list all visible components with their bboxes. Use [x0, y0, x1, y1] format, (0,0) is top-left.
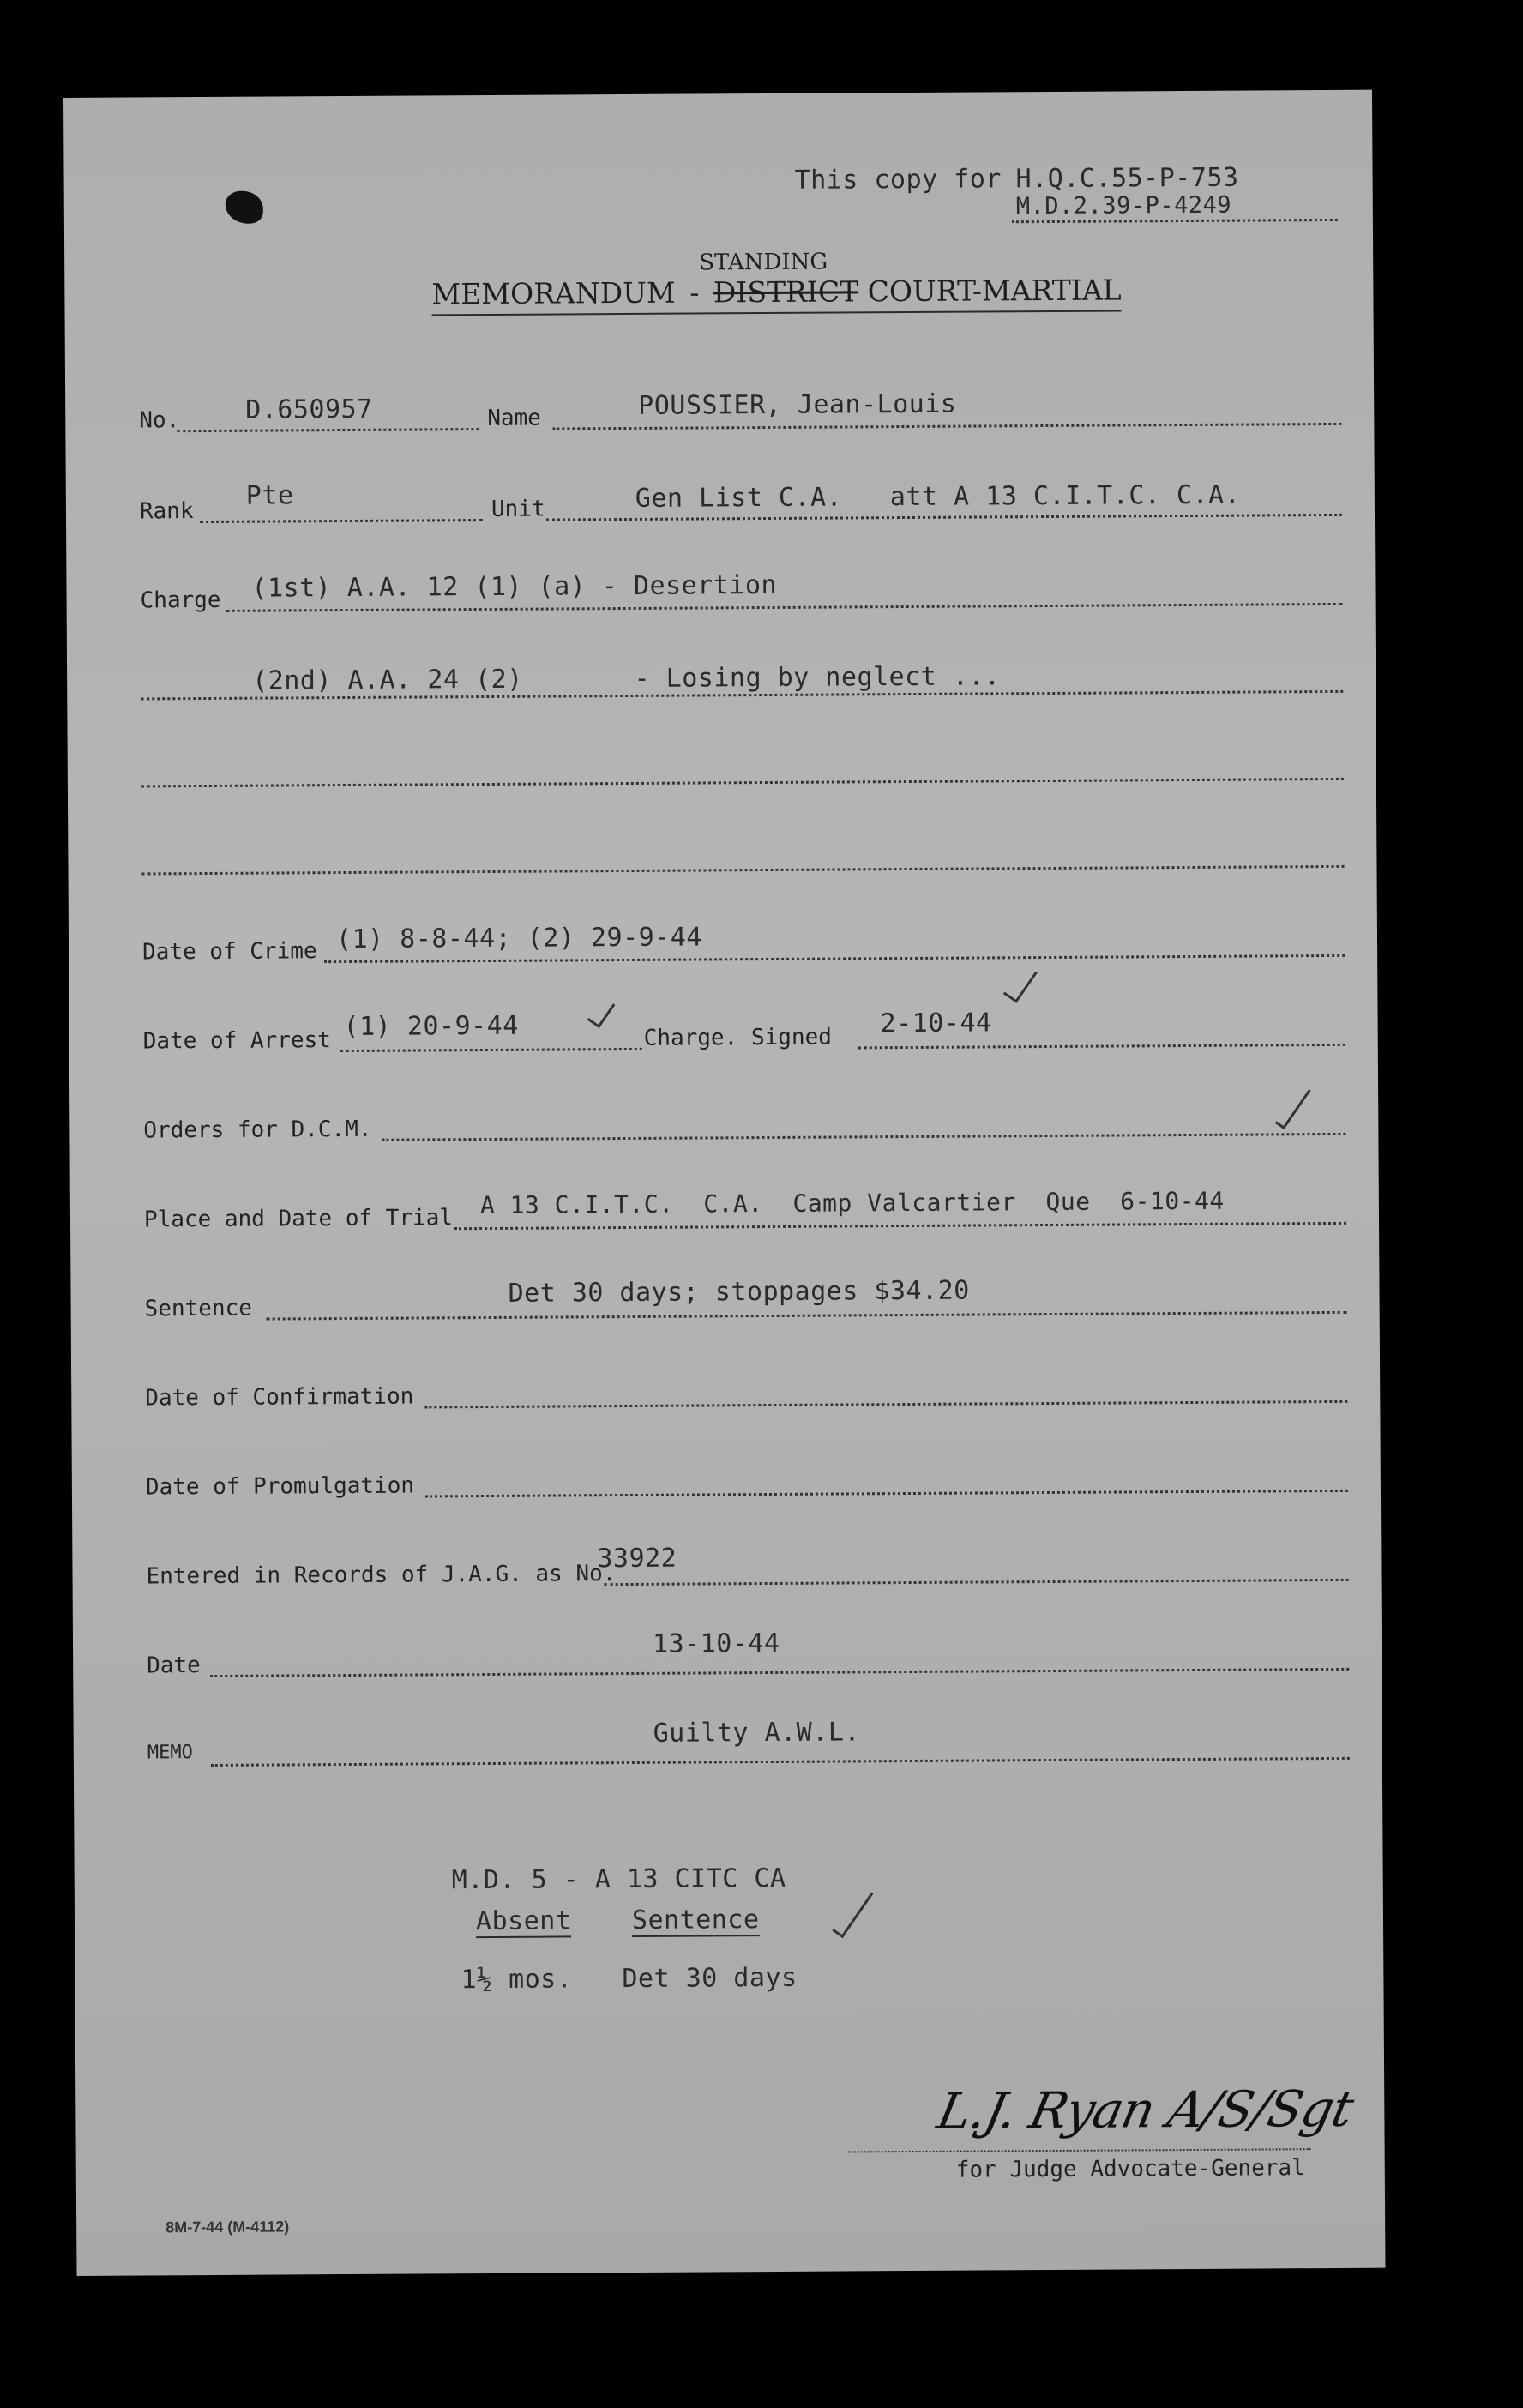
- rank-line: [200, 519, 483, 523]
- signature-caption: for Judge Advocate-General: [955, 2155, 1305, 2183]
- copy-for-ref1: H.Q.C.55-P-753: [1015, 162, 1239, 195]
- footer-note-det: Det 30 days: [622, 1962, 798, 1995]
- form-code: 8M-7-44 (M-4112): [166, 2218, 290, 2236]
- date-of-crime-value: (1) 8-8-44; (2) 29-9-44: [335, 922, 703, 955]
- date-promulgation-line: [425, 1490, 1348, 1498]
- date-of-arrest-label: Date of Arrest: [142, 1027, 331, 1055]
- footer-note-line1: M.D. 5 - A 13 CITC CA: [451, 1863, 786, 1896]
- memo-line: [211, 1757, 1350, 1767]
- rank-value: Pte: [245, 480, 294, 511]
- arrest-check-mark: [587, 996, 616, 1028]
- date-confirmation-label: Date of Confirmation: [145, 1383, 414, 1412]
- charge-signed-label: Charge. Signed: [643, 1024, 832, 1051]
- date-line: [210, 1668, 1349, 1677]
- date-value: 13-10-44: [652, 1628, 780, 1659]
- copy-for-ref2: M.D.2.39-P-4249: [1015, 191, 1232, 220]
- unit-line: [546, 514, 1342, 521]
- orders-dcm-label: Orders for D.C.M.: [143, 1116, 372, 1144]
- heading-overwrite: STANDING: [699, 249, 828, 276]
- date-of-crime-line: [324, 954, 1345, 963]
- date-confirmation-line: [424, 1400, 1347, 1409]
- no-label: No.: [139, 407, 180, 434]
- date-of-arrest-value: (1) 20-9-44: [343, 1010, 519, 1043]
- sentence-line: [267, 1311, 1347, 1321]
- name-label: Name: [487, 405, 542, 431]
- memorandum-heading: MEMORANDUM - DISTRICT COURT-MARTIAL: [431, 273, 1121, 316]
- unit-label: Unit: [491, 496, 545, 522]
- unit-value: Gen List C.A. att A 13 C.I.T.C. C.A.: [635, 479, 1241, 514]
- name-line: [552, 423, 1341, 430]
- date-of-crime-label: Date of Crime: [141, 938, 317, 966]
- jag-records-label: Entered in Records of J.A.G. as No.: [146, 1561, 617, 1590]
- signature-line: [848, 2148, 1311, 2152]
- memo-value: Guilty A.W.L.: [653, 1717, 861, 1749]
- charge-line-3: [141, 778, 1344, 788]
- memorandum-sheet: [63, 90, 1385, 2276]
- charge-value-2: (2nd) A.A. 24 (2) - Losing by neglect ...: [252, 661, 1001, 696]
- no-value: D.650957: [245, 394, 373, 425]
- place-date-trial-line: [454, 1222, 1346, 1230]
- name-value: POUSSIER, Jean-Louis: [638, 388, 957, 421]
- signature-scrawl: L.J. Ryan A/S/Sgt: [932, 2079, 1358, 2140]
- heading-left: MEMORANDUM: [431, 275, 676, 311]
- footer-note-duration: 1½ mos.: [461, 1964, 573, 1996]
- signed-check-mark: [1003, 964, 1038, 1003]
- footer-note-sentence: Sentence: [631, 1905, 760, 1935]
- sentence-value: Det 30 days; stoppages $34.20: [508, 1275, 970, 1309]
- orders-check-mark: [1275, 1084, 1311, 1129]
- rank-label: Rank: [139, 498, 194, 525]
- ink-blot: [226, 191, 263, 224]
- charge-value-1: (1st) A.A. 12 (1) (a) - Desertion: [251, 569, 778, 604]
- jag-records-line: [605, 1579, 1349, 1586]
- footer-note-absent: Absent: [475, 1905, 572, 1937]
- orders-dcm-line: [382, 1133, 1345, 1141]
- heading-struck: DISTRICT: [713, 274, 859, 310]
- sentence-label: Sentence: [144, 1295, 252, 1322]
- charge-line-1: [226, 603, 1343, 612]
- place-date-trial-value: A 13 C.I.T.C. C.A. Camp Valcartier Que 6-10-44: [479, 1186, 1225, 1220]
- charge-line-4: [142, 865, 1345, 876]
- charge-signed-line: [858, 1044, 1345, 1049]
- heading-right: COURT-MARTIAL: [867, 273, 1122, 309]
- no-line: [177, 428, 479, 432]
- place-date-trial-label: Place and Date of Trial: [143, 1205, 454, 1233]
- charge-signed-value: 2-10-44: [880, 1008, 992, 1039]
- date-label: Date: [147, 1652, 201, 1679]
- memo-label: MEMO: [147, 1742, 193, 1764]
- copy-for-label: This copy for: [794, 164, 1002, 196]
- date-of-arrest-line: [340, 1048, 642, 1052]
- date-promulgation-label: Date of Promulgation: [145, 1472, 415, 1501]
- jag-records-value: 33922: [597, 1543, 677, 1574]
- charge-label: Charge: [140, 587, 221, 614]
- footer-check-mark: [832, 1887, 873, 1938]
